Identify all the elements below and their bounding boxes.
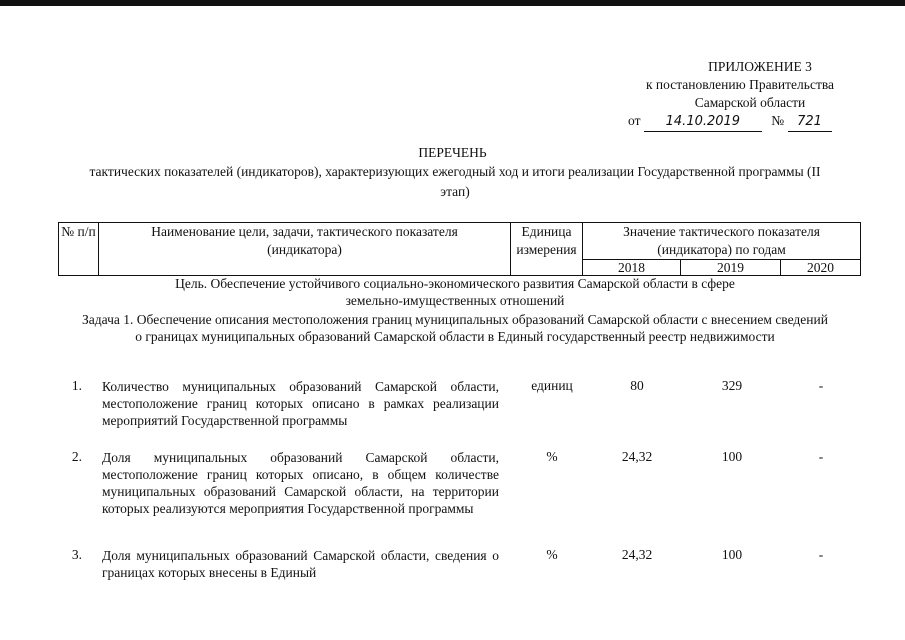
- indicator-unit: %: [546, 547, 558, 562]
- header-unit: Единица измерения: [511, 223, 583, 276]
- date-prefix: от: [628, 113, 641, 128]
- header-year-2020: 2020: [781, 260, 861, 276]
- row-number: 3.: [71, 547, 82, 562]
- header-year-2018: 2018: [583, 260, 681, 276]
- indicator-unit: единиц: [531, 378, 573, 393]
- indicator-unit: %: [546, 449, 558, 464]
- indicator-name: Количество муниципальных образований Самарской области, местоположение границ которых описано в рамках реализации мероприятий Государственной программы: [102, 379, 499, 428]
- value-2018: 24,32: [621, 449, 653, 464]
- header-values: Значение тактического показателя (индикатора) по годам: [583, 223, 861, 260]
- value-2020: -: [818, 378, 824, 393]
- handwritten-date: 14.10.2019: [644, 113, 762, 132]
- value-2019: 100: [721, 449, 743, 464]
- row-number: 1.: [71, 378, 82, 393]
- value-2019: 329: [721, 378, 743, 393]
- task-heading: Задача 1. Обеспечение описания местоположения границ муниципальных образований Самарской области с внесением сведений о границах муниципальных образований Самарской области в Единый государственный реестр недвижимости: [82, 312, 828, 344]
- header-name: Наименование цели, задачи, тактического показателя (индикатора): [99, 223, 511, 276]
- appendix-line1: к постановлению Правительства: [645, 77, 835, 92]
- page-top-border: [0, 0, 905, 6]
- header-year-2019: 2019: [681, 260, 781, 276]
- header-num: № п/п: [59, 223, 99, 276]
- number-prefix: №: [771, 113, 785, 128]
- appendix-line2: Самарской области: [694, 95, 806, 110]
- list-subtitle: тактических показателей (индикаторов), характеризующих ежегодный ход и итоги реализации Государственной программы (II этап): [89, 164, 821, 199]
- list-title: ПЕРЕЧЕНЬ: [418, 145, 487, 160]
- value-2020: -: [818, 449, 824, 464]
- appendix-date-line: [600, 112, 880, 132]
- appendix-block: [600, 58, 880, 132]
- row-number: 2.: [71, 449, 82, 464]
- indicator-name: Доля муниципальных образований Самарской области, местоположение границ которых описано, в общем количестве муниципальных образований Самарской области, на территории которых реализуются мероприятия Государственной программы: [102, 450, 499, 516]
- value-2020: -: [818, 547, 824, 562]
- goal-heading: Цель. Обеспечение устойчивого социально-экономического развития Самарской области в сфере земельно-имущественных отношений: [175, 276, 735, 308]
- appendix-label: ПРИЛОЖЕНИЕ 3: [708, 59, 812, 74]
- indicator-table-header: [58, 222, 861, 276]
- value-2018: 80: [630, 378, 644, 393]
- value-2018: 24,32: [621, 547, 653, 562]
- value-2019: 100: [721, 547, 743, 562]
- handwritten-number: 721: [788, 113, 832, 132]
- indicator-name: Доля муниципальных образований Самарской области, сведения о границах которых внесены в Единый: [102, 548, 499, 580]
